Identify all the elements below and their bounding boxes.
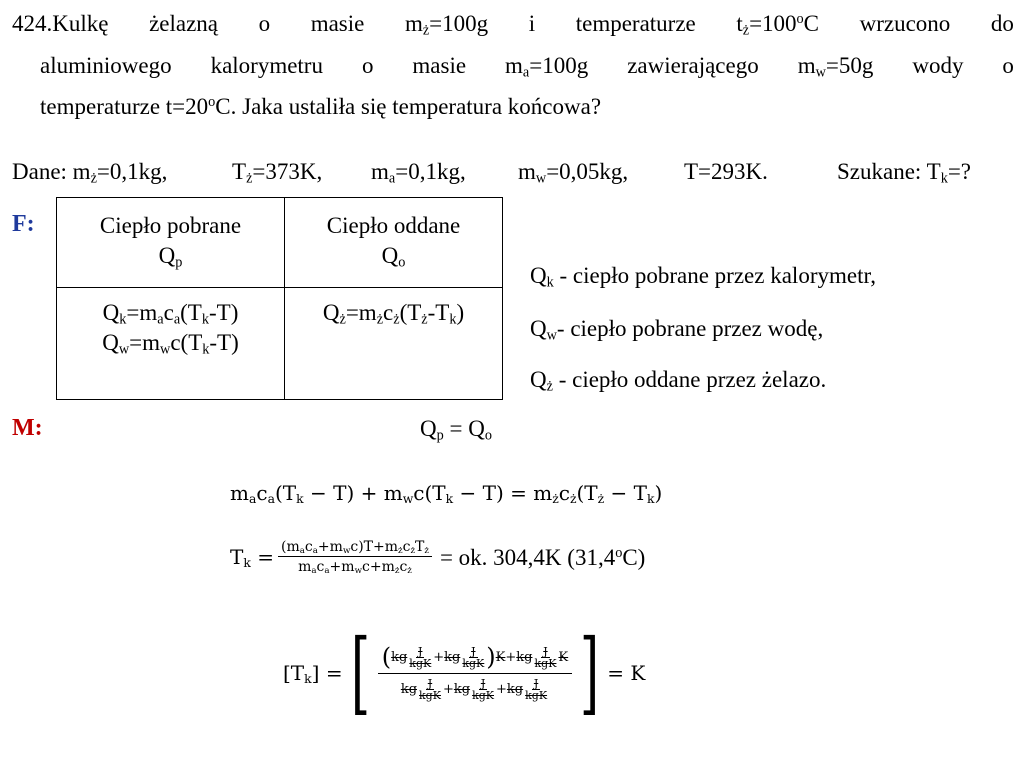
header-absorbed-symbol: $Q_p$ <box>158 243 183 271</box>
formula-qz: $Q_ż=m_żc_ż(T_ż-T_k)$ <box>322 300 465 328</box>
problem-word: żelazną <box>149 11 218 36</box>
problem-line-3-text: temperaturze $t=20^oC$. Jaka ustaliła się temperatura końcowa? <box>40 94 602 119</box>
unit-j-per-kgk: J kgK <box>472 677 494 702</box>
equation-final-temperature <box>230 539 646 577</box>
unit-kg: kg <box>516 649 533 665</box>
header-released-title: Ciepło oddane <box>326 213 461 238</box>
label-f: F: <box>12 211 35 237</box>
header-absorbed-title: Ciepło pobrane <box>99 213 242 238</box>
table-header-absorbed <box>57 198 285 288</box>
unit-j-per-kgk: J kgK <box>525 677 548 702</box>
given-T-z: $T_ż=373K$, <box>232 159 323 187</box>
problem-word: $m_w=50g$ <box>797 53 874 81</box>
header-released-symbol: $Q_o$ <box>381 243 406 271</box>
szukane: Szukane: $T_k=$? <box>837 159 972 187</box>
eq2-result: = ok. 304,4K (31,4$^o$C) <box>439 544 646 570</box>
problem-word: wrzucono <box>859 11 951 36</box>
problem-word: $t_ż=100^oC$ <box>736 11 820 39</box>
unit-kg: kg <box>391 649 408 665</box>
problem-word: masie <box>412 53 467 78</box>
heat-balance: $Q_p = Q_o$ <box>420 416 492 444</box>
legend-qk: $Q_k$ - ciepło pobrane przez kalorymetr, <box>530 263 876 291</box>
eq2-denominator: $m_ac_a+m_wc+m_żc_ż$ <box>298 559 412 577</box>
problem-line-3 <box>40 95 601 125</box>
legend-qw: $Q_w-$ ciepło pobrane przez wodę, <box>530 316 824 344</box>
unit-K: K <box>558 649 569 665</box>
heat-table <box>56 197 503 400</box>
unit-kg: kg <box>400 682 418 697</box>
problem-word: temperaturze <box>575 11 696 36</box>
given-T: T=293K. <box>684 159 768 184</box>
problem-word: $m_ż=100g$ <box>404 11 489 39</box>
problem-line-1 <box>12 12 1014 42</box>
given-m-w: $m_w=0,05kg$, <box>518 159 629 187</box>
unit-kg: kg <box>506 682 524 697</box>
unit-kg: kg <box>453 682 471 697</box>
label-m: M: <box>12 415 43 441</box>
unit-j-per-kgk: J kgK <box>534 644 557 670</box>
problem-line-2 <box>40 54 1014 84</box>
unit-denominator: kg J kgK + kg J kgK + kg J kgK <box>400 677 548 702</box>
problem-word: o <box>258 11 271 36</box>
problem-word: wody <box>912 53 964 78</box>
given-data <box>12 160 1014 190</box>
unit-kg: kg <box>444 649 461 665</box>
problem-word: o <box>361 53 374 78</box>
equation-heat-balance: $m_ac_a(T_k - T) + m_wc(T_k - T) = m_żc_ż(T_ż - T_k)$ <box>230 481 663 507</box>
left-bracket: [ <box>350 620 370 725</box>
right-bracket: ] <box>580 620 600 725</box>
legend-qz: $Q_ż$ - ciepło oddane przez żelazo. <box>530 367 827 395</box>
problem-word: masie <box>310 11 365 36</box>
unit-K: K <box>495 649 506 665</box>
unit-j-per-kgk: J kgK <box>419 677 441 702</box>
unit-j-per-kgk: J kgK <box>409 644 432 670</box>
eq2-fraction <box>278 539 432 577</box>
problem-word: do <box>990 11 1014 36</box>
problem-word: aluminiowego <box>40 53 172 78</box>
problem-word: 424.Kulkę <box>12 11 109 36</box>
eq2-numerator: $(m_ac_a+m_wc)T+m_żc_żT_ż$ <box>278 540 432 557</box>
formula-qk: $Q_k=m_ac_a(T_k-T)$ <box>102 300 239 328</box>
formula-qw: $Q_w=m_wc(T_k-T)$ <box>102 330 239 358</box>
given-m-a: $m_a=0,1kg$, <box>371 159 466 187</box>
problem-word: o <box>1002 53 1014 78</box>
problem-word: i <box>528 11 536 36</box>
table-header-released <box>285 198 503 288</box>
eq3-rhs: = K <box>607 661 646 685</box>
problem-word: zawierającego <box>627 53 759 78</box>
equation-units <box>283 620 646 725</box>
table-cell-absorbed <box>57 288 285 400</box>
problem-word: $m_a=100g$ <box>505 53 589 81</box>
unit-fraction <box>378 645 572 701</box>
paren-open: ( <box>381 643 392 671</box>
problem-word: kalorymetru <box>210 53 323 78</box>
unit-j-per-kgk: J kgK <box>462 644 485 670</box>
dane-label: Dane: $m_ż=0,1kg$, <box>12 159 168 187</box>
unit-numerator: ( kg J kgK + kg J kgK ) K + kg J kgK K <box>378 645 572 674</box>
eq3-lhs: $[T_k]$ = <box>283 661 343 687</box>
paren-close: ) <box>486 643 496 671</box>
eq2-lhs: $T_k$ = <box>230 545 274 571</box>
table-cell-released <box>285 288 503 400</box>
